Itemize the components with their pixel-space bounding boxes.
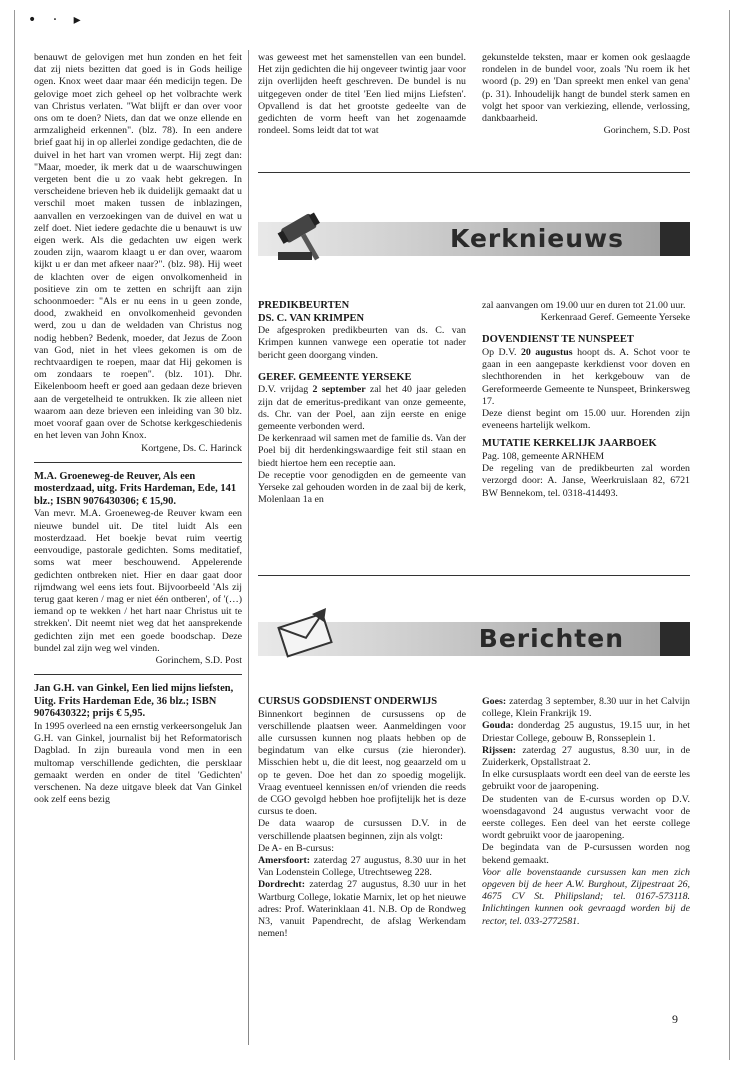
review-mosterdzaad-signature: Gorinchem, S.D. Post: [155, 654, 242, 666]
cgo-amersfoort: Amersfoort: zaterdag 27 augustus, 8.30 uur in het Van Lodenstein College, Utrechtseweg 228.: [258, 855, 466, 879]
review-liefsten-text-cont: was geweest met het samenstellen van een bundel. Het zijn gedichten die hij ongeveer twintig jaar voor zijn overlijden heeft geschreven. De bundel is nu uitgegeven onder de titel 'Een lied mijns Liefsten'. Opvallend is dat het grootste gedeelte van de gedichten de vorm heeft van het zogenaamde rondeel. Soms leidt dat tot wat: [258, 52, 466, 137]
kerknieuws-title: Kerknieuws: [450, 224, 624, 253]
cgo-text-1: Binnenkort beginnen de cursussens op de verschillende plaatsen weer. Aanmeldingen voor alle cursussen kunnen nog plaats hebben op de begindatum van elke cursus (zie hieronder). Misschien hebt u, die dit leest, nog geaarzeld om u op te geven. Doe het dan zo spoedig mogelijk. Vraag eventueel kennissen en/of vrienden die reeds de CGO gevolgd hebben hoe profijtelijk het is deze cursus te doen.: [258, 708, 466, 818]
review-mosterdzaad-heading: M.A. Groeneweg-de Reuver, Als een mosterdzaad, uitg. Frits Hardeman, Ede, 141 blz.; ISBN 9076430306; € 15,90.: [34, 470, 237, 507]
review-continued-column-2: [482, 52, 690, 137]
cgo-goes: Goes: zaterdag 3 september, 8.30 uur in het Calvijn college, Klein Frankrijk 19.: [482, 696, 690, 720]
predikbeurten-heading: PREDIKBEURTEN: [258, 300, 350, 311]
yerseke-text-3: De receptie voor genodigden en de gemeente van Yerseke zal gehouden worden in de zaal bij de kerk, Molenlaan 1a en: [258, 469, 466, 506]
gavel-icon: [272, 206, 338, 264]
review-mosterdzaad-text: Van mevr. M.A. Groeneweg-de Reuver kwam een nieuwe bundel uit. De titel luidt Als een mosterdzaad. Het boekje bevat ruim veertig eenvoudige, pastorale gedichten. Soms meditatief, soms wat meer beschouwend. Appelerende gedichten ontbreken niet. Hier en daar gaat door rijmdwang wel eens iets fout. Bijvoorbeeld 'Als zij terug gaat keren / mag er niet één ontberen', of '(…) iemand op te wekken / het hart naar Christus uit te strekken'. Dit neemt niet weg dat het aansprekende gedichten zijn met een goede boodschap. Deze bundel zal zijn weg wel vinden.: [34, 508, 242, 654]
review-column: [34, 52, 242, 806]
jaarboek-text-1: Pag. 108, gemeente ARNHEM: [482, 451, 605, 463]
review-continued-column: [258, 52, 466, 137]
cgo-jaaropening: In elke cursusplaats wordt een deel van de eerste les gebruikt voor de jaaropening.: [482, 769, 690, 793]
divider: [34, 462, 242, 463]
cgo-heading: CURSUS GODSDIENST ONDERWIJS: [258, 696, 438, 707]
yerseke-text-cont: zal aanvangen om 19.00 uur en duren tot 21.00 uur.: [482, 300, 686, 311]
van-krimpen-text: De afgesproken predikbeurten van ds. C. van Krimpen kunnen vanwege een operatie tot nader bericht geen doorgang vinden.: [258, 325, 466, 361]
kerknieuws-column-2: [482, 300, 690, 500]
yerseke-signature: Kerkenraad Geref. Gemeente Yerseke: [540, 312, 690, 324]
review-liefsten-signature: Gorinchem, S.D. Post: [603, 125, 690, 137]
dovendienst-text-2: Deze dienst begint om 15.00 uur. Horenden zijn eveneens hartelijk welkom.: [482, 408, 690, 432]
kerknieuws-banner: [258, 218, 690, 260]
cgo-text-2: De data waarop de cursussen D.V. in de verschillende plaatsen beginnen, zijn als volgt:: [258, 818, 466, 842]
berichten-column-2: [482, 696, 690, 928]
jaarboek-text-2: De regeling van de predikbeurten zal worden verzorgd door: A. Janse, Weerkruislaan 82, 6721 BW Bennekom, tel. 0318-414493.: [482, 463, 690, 499]
banner-square: [660, 222, 690, 256]
yerseke-heading: GEREF. GEMEENTE YERSEKE: [258, 371, 412, 383]
page-number: 9: [672, 1012, 678, 1026]
yerseke-text-1: D.V. vrijdag 2 september zal het 40 jaar geleden zijn dat de emeritus-predikant van onze gemeente, ds. Chr. van der Poel, aan zijn eerste en enige gemeente verbonden werd.: [258, 384, 467, 432]
cgo-e-cursus: De studenten van de E-cursus worden op D.V. woensdagavond 24 augustus verwacht voor de eerste colleges. Een deel van het eerste college wordt gebruikt voor de jaaropening.: [482, 793, 690, 842]
berichten-banner: [258, 618, 690, 660]
review-liefsten-text: In 1995 overleed na een ernstig verkeersongeluk Jan G.H. van Ginkel, journalist bij het Reformatorisch Dagblad. In zijn bureaula vond men in een multomap verschillende gedichten, die persklaar gemaakt werden en onder de titel 'Gedichten' verschenen. Na deze uitgave bleek dat Van Ginkel ook zelf eens bezig: [34, 720, 242, 806]
banner-square: [660, 622, 690, 656]
kerknieuws-column-1: [258, 300, 466, 506]
cgo-p-cursus: De begindata van de P-cursussen worden nog bekend gemaakt.: [482, 842, 690, 866]
divider: [258, 575, 690, 576]
dovendienst-heading: DOVENDIENST TE NUNSPEET: [482, 334, 634, 346]
review-liefsten-heading: Jan G.H. van Ginkel, Een lied mijns liefsten, Uitg. Frits Hardeman Ede, 36 blz.; ISBN 9076430322; prijs € 5,95.: [34, 683, 234, 720]
jaarboek-heading: MUTATIE KERKELIJK JAARBOEK: [482, 438, 657, 450]
divider: [258, 172, 690, 173]
divider: [34, 674, 242, 675]
cgo-contact: Voor alle bovenstaande cursussen kan men zich opgeven bij de heer A.W. Burghout, Zijpestraat 26, 4675 CV St. Philipsland; tel. 0167-573118. Inlichtingen kunnen ook gevraagd worden bij de rector, tel. 033-2772581.: [482, 866, 690, 927]
yerseke-text-2: De kerkenraad wil samen met de familie ds. Van der Poel bij dit herdenkingswaardige feit stil staan en biedt hiertoe hem een receptie aan.: [258, 433, 466, 469]
berichten-title: Berichten: [478, 624, 624, 653]
cgo-dordrecht: Dordrecht: zaterdag 27 augustus, 8.30 uur in het Wartburg College, lokatie Marnix, let op het nieuwe adres: Prof. Waterinklaan 41. N.B. Op de Rondweg N3, vanuit Papendrecht, de afslag Werkendam nemen!: [258, 879, 466, 940]
review-liefsten-text-cont-2: gekunstelde teksten, maar er komen ook geslaagde rondelen in de bundel voor, zoals 'Nu roem ik het woord (p. 29) en 'Dan spreekt men enkel van gena' (p. 31). Inhoudelijk hangt de bundel sterk samen en volgt het spoor van verkiezing, ellende, verlossing, dankbaarheid.: [482, 52, 690, 125]
cgo-text-3: De A- en B-cursus:: [258, 842, 334, 854]
header-marks: • · ▸: [28, 12, 87, 28]
cgo-gouda: Gouda: donderdag 25 augustus, 19.15 uur, in het Driestar College, gebouw B, Ronsseplein 1.: [482, 720, 690, 744]
dovendienst-text-1: Op D.V. 20 augustus hoopt ds. A. Schot voor te gaan in een aangepaste kerkdienst voor doven en slechthorenden in het kerkgebouw van de Gereformeerde Gemeente te Nunspeet, Brinkersweg 17.: [482, 347, 691, 407]
berichten-column-1: [258, 696, 466, 940]
cgo-rijssen: Rijssen: zaterdag 27 augustus, 8.30 uur, in de Zuiderkerk, Opstallstraat 2.: [482, 744, 690, 769]
van-krimpen-heading: DS. C. VAN KRIMPEN: [258, 312, 365, 324]
envelope-icon: [272, 606, 338, 664]
column-rule: [248, 50, 249, 1045]
review-knox-text: benauwt de gelovigen met hun zonden en het feit dat zij niets bezitten dat goed is in Gods heilige ogen. Knox weet daar maar één medicijn tegen. De gelovige moet zich geheel op het volbrachte werk van Christus verlaten. "Wat blijft er dan over voor ons om te doen? Niets, dan dat we onze ellende en armzaligheid erkennen". (blz. 78). In een andere brief gaat hij in op allerlei zondige gedachten, die de duivel in het hart van vromen werpt. Hij zegt dan: "Maar, moeder, ik merk dat u de waarschuwingen vergeten bent die u zo vaak hebt gekregen. In verscheidene brieven heb ik duidelijk gemaakt dat u verschil moet maken tussen de inblazingen, aanvallen en verzoekingen van de duivel en wat u zelf doet. Niet iedere gedachte die u benauwt is uw eigen werk. Als die gedachten uw eigen werk zouden zijn, waarom klaagt u er dan over, waarom kijkt u er dan met afkeer naar?". (blz. 98). Hij weet de klachten over de eigen onvolkomenheid in positieve zin om te zetten en schrijft aan zijn schoonmoeder: "Als er nu eens in u geen zonde, dood, zwakheid en onvolkomenheid gevonden werd, zou u dan de weldaden van Christus nog nodig hebben? Bedenk, moeder, dat Jezus de Zoon van God, niet in het vlees gekomen is om de rechtvaardigen te roepen, maar dat Hij gekomen is om zondaars te roepen". (blz. 101). Dhr. Eikelenboom heeft er goed aan gedaan deze brieven aan de vergetelheid te ontrukken. Ik zie alleen niet waarom aan deze brieven een inleiding van 30 blz. moet vooraf gaan over de Schotse kerkgeschiedenis en het leven van John Knox.: [34, 52, 242, 442]
review-knox-signature: Kortgene, Ds. C. Harinck: [141, 442, 242, 454]
